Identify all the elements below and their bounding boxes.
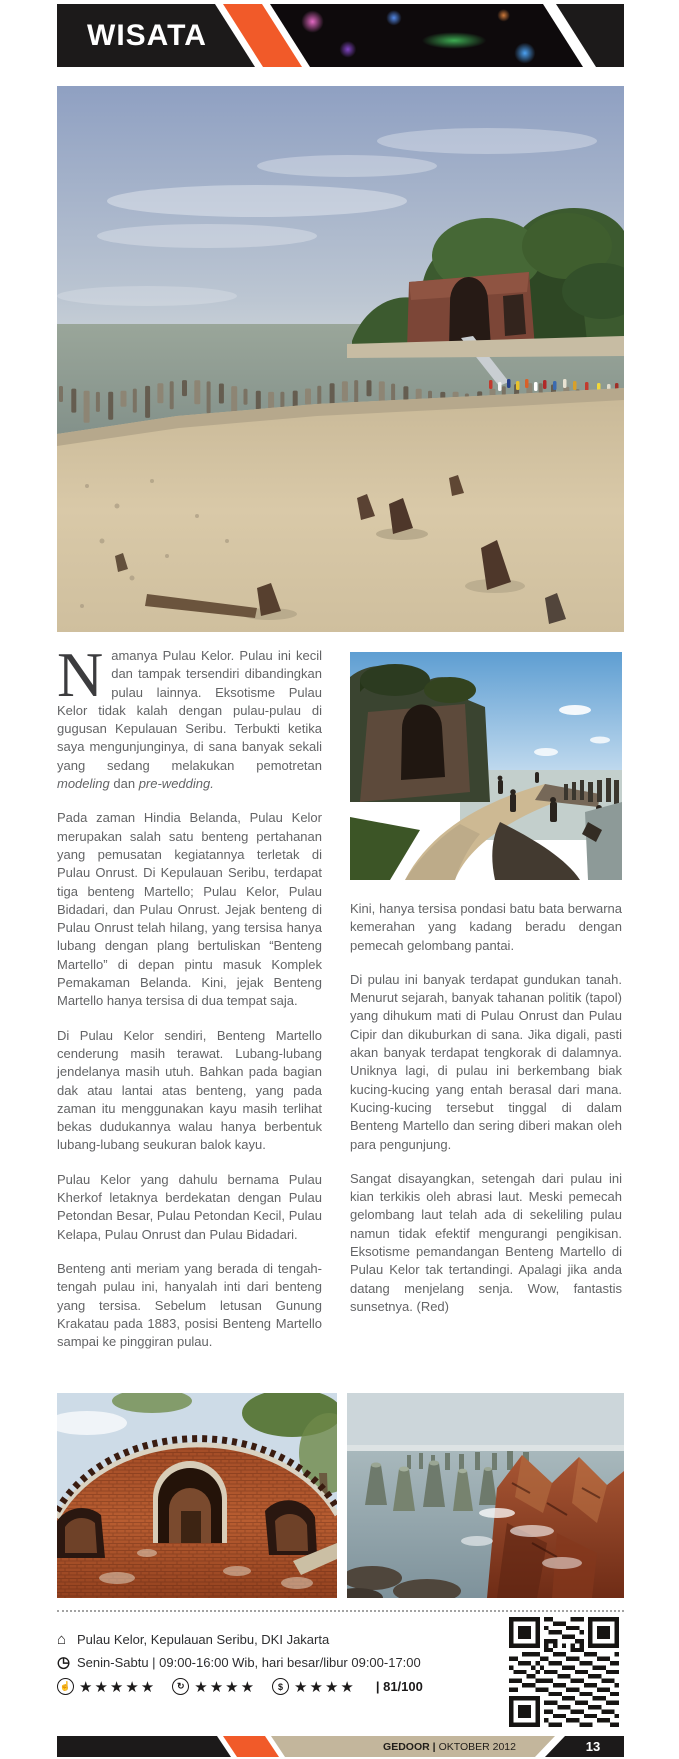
paragraph-1: Namanya Pulau Kelor. Pulau ini kecil dan tampak tersendiri dibandingkan pulau lainnya. Eksotisme Pulau Kelor tidak kalah dengan pulau-pulau di gugusan Kepulauan Seribu. Terbukti ketika saya mengunjunginya, di sana banyak sekali yang sedang melakukan pemotretan modeling dan pre-wedding. bbox=[57, 639, 322, 792]
paragraph-5: Benteng anti meriam yang berada di tengah-tengah pulau ini, hanyalah inti dari benteng yang tersisa. Sebelum letusan Gunung Krakatau pada 1883, posisi Benteng Martello sampai ke pinggiran pulau. bbox=[57, 1260, 322, 1350]
rating-stars-1: ★★★★★ bbox=[79, 1678, 157, 1696]
qr-code-image bbox=[509, 1617, 619, 1727]
location-text: Pulau Kelor, Kepulauan Seribu, DKI Jakarta bbox=[77, 1632, 330, 1647]
sea-ruins-photo bbox=[347, 1393, 624, 1598]
paragraph-2: Pada zaman Hindia Belanda, Pulau Kelor merupakan salah satu benteng pertahanan yang pemusatan kegiatannya terletak di Pulau Onrust. Di Kepulauan Seribu, terdapat tiga benteng Martello; Pulau Kelor, Pulau Bidadari, dan Pulau Onrust. Jejak benteng di Pulau Onrust telah hilang, yang tersisa hanya lubang dengan plang bertuliskan “Benteng Martello” di depan pintu masuk Komplek Pemakaman Belanda. Kini, jejak Benteng Martello hanya tersisa di dua tempat saja. bbox=[57, 810, 322, 1009]
issue-date: OKTOBER 2012 bbox=[438, 1740, 516, 1753]
brick-tower-illustration bbox=[57, 1393, 337, 1598]
refresh-icon: ↻ bbox=[172, 1678, 189, 1695]
magazine-name: GEDOOR | bbox=[383, 1740, 436, 1753]
thumbs-up-icon: ☝ bbox=[57, 1678, 74, 1695]
article-column-1 bbox=[57, 639, 322, 1367]
fort-path-illustration bbox=[350, 652, 622, 880]
drop-cap: N bbox=[57, 639, 104, 710]
qr-code bbox=[509, 1617, 619, 1727]
sea-ruins-illustration bbox=[347, 1393, 624, 1598]
paragraph-8: Sangat disayangkan, setengah dari pulau ini kian terkikis oleh abrasi laut. Meski pemecah gelombang laut telah ada di sekeliling pulau namun tidak efektif mengurangi pengikisan. Eksotisme pemandangan Benteng Martello di Pulau Kelor tak tertandingi. Apalagi jika anda datang menjelang senja. Wow, fantastis sunsetnya. (Red) bbox=[350, 1170, 622, 1314]
rating-stars-3: ★★★★ bbox=[294, 1678, 356, 1696]
section-title: WISATA bbox=[87, 18, 207, 52]
page-number: 13 bbox=[585, 1739, 601, 1754]
hours-text: Senin-Sabtu | 09:00-16:00 Wib, hari besar/libur 09:00-17:00 bbox=[77, 1655, 421, 1670]
score-text: | 81/100 bbox=[375, 1679, 423, 1694]
fort-path-photo bbox=[350, 652, 622, 880]
main-photo-illustration bbox=[57, 86, 624, 632]
brick-tower-photo bbox=[57, 1393, 337, 1598]
center-arch bbox=[153, 1461, 227, 1543]
dotted-divider bbox=[57, 1610, 624, 1612]
rating-stars-2: ★★★★ bbox=[194, 1678, 257, 1696]
clock-icon: ◷ bbox=[57, 1654, 71, 1671]
paragraph-4: Pulau Kelor yang dahulu bernama Pulau Kherkof letaknya berdekatan dengan Pulau Petondan Besar, Pulau Petondan Kecil, Pulau Kelapa, Pulau Onrust dan Pulau Bidadari. bbox=[57, 1171, 322, 1242]
article-column-2 bbox=[350, 652, 622, 1332]
main-photo-beach bbox=[57, 86, 624, 632]
fort-silhouette bbox=[350, 664, 490, 802]
home-icon: ⌂ bbox=[57, 1631, 67, 1648]
dollar-icon: $ bbox=[272, 1678, 289, 1695]
issue-line bbox=[383, 1736, 516, 1757]
location-row bbox=[57, 1628, 423, 1651]
paragraph-6: Kini, hanya tersisa pondasi batu bata berwarna kemerahan yang kadang beradu dengan pemecah gelombang pantai. bbox=[350, 901, 622, 953]
section-banner bbox=[57, 4, 624, 67]
paragraph-3: Di Pulau Kelor sendiri, Benteng Martello cenderung masih terawat. Lubang-lubang jendelanya masih utuh. Bahkan pada bagian dak atau lantai atas benteng, yang pada zaman itu menggunakan kayu masih terlihat bekas dudukannya walau hanya berbentuk lubang-lubang seukuran balok kayu. bbox=[57, 1027, 322, 1153]
ratings-row bbox=[57, 1674, 423, 1699]
hours-row bbox=[57, 1651, 423, 1674]
info-block bbox=[57, 1628, 423, 1699]
paragraph-7: Di pulau ini banyak terdapat gundukan tanah. Menurut sejarah, banyak tahanan politik (tapol) yang dihukum mati di Pulau Onrust dan Pulau Cipir dan dikuburkan di sana. Jika digali, pasti akan banyak terdapat tengkorak di dalamnya. Uniknya lagi, di pulau ini berkembang biak kucing-kucing yang entah berasal dari mana. Kucing-kucing tersebut tinggal di dalam Benteng Martello dan sering diberi makan oleh para pengunjung. bbox=[350, 971, 622, 1152]
page-bar bbox=[57, 1736, 624, 1757]
